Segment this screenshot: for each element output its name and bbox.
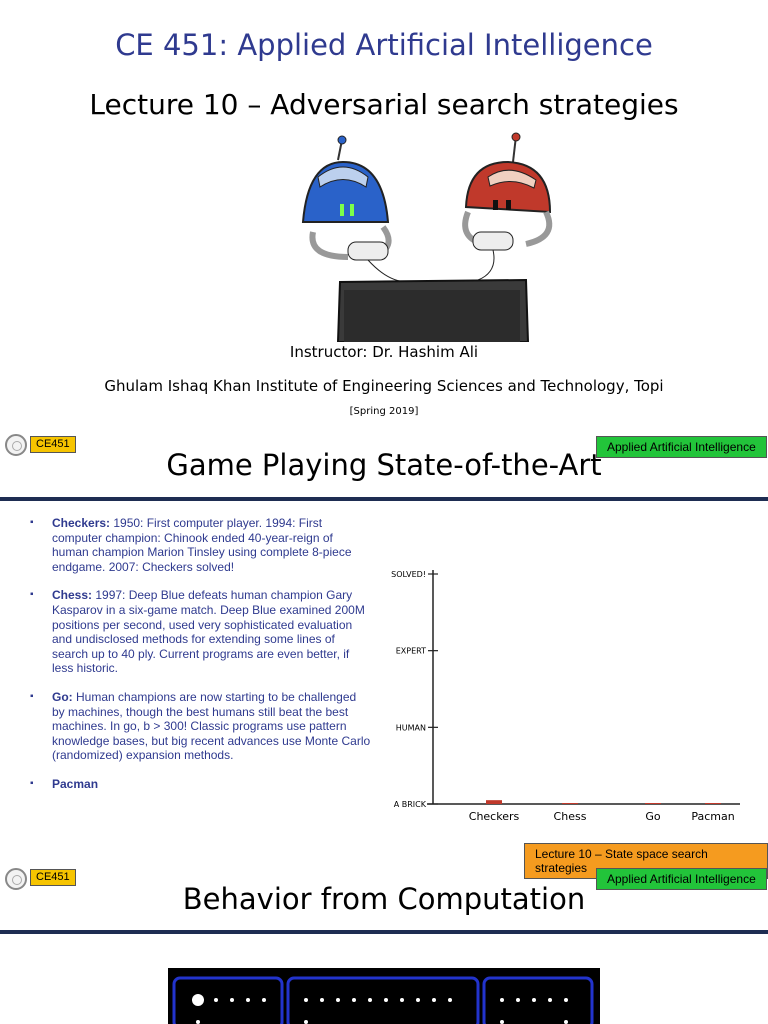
slide-title: Game Playing State-of-the-Art bbox=[166, 448, 602, 482]
lecture-badge: Lecture 10 – State space search strategies bbox=[524, 843, 768, 879]
television-icon bbox=[338, 280, 528, 342]
bullet-checkers: ▪ Checkers: 1950: First computer player. 1994: First computer champion: Chinook ended 40-year-reign of human champion Marion Tinsley using complete 8-piece endgame. 2007: Checkers solved! bbox=[30, 516, 372, 574]
red-robot-icon bbox=[465, 133, 550, 250]
bar bbox=[705, 803, 721, 804]
bar bbox=[562, 803, 578, 804]
bullet-go: ▪ Go: Human champions are now starting to be challenged by machines, though the best humans still beat the best machines. In go, b > 300! Classic programs use pattern knowledge bases, but big recent advances use Monte Carlo (randomized) expansion methods. bbox=[30, 690, 372, 763]
bullet-list bbox=[30, 516, 372, 806]
robots-playing-game-illustration bbox=[288, 132, 568, 342]
bullet-chess: ▪ Chess: 1997: Deep Blue defeats human champion Gary Kasparov in a six-game match. Deep Blue examined 200M positions per second, used very sophisticated evaluation and undisclosed methods for extending some lines of search up to 40 ply. Current programs are even better, if less historic. bbox=[30, 588, 372, 676]
x-tick-label: Go bbox=[645, 810, 661, 823]
instructor-line: Instructor: Dr. Hashim Ali bbox=[289, 343, 479, 361]
course-title: CE 451: Applied Artificial Intelligence bbox=[115, 28, 653, 62]
y-tick-label: SOLVED! bbox=[391, 570, 426, 579]
x-tick-label: Checkers bbox=[468, 810, 520, 823]
bullet-pacman: ▪ Pacman bbox=[30, 777, 372, 792]
header-divider bbox=[0, 930, 768, 934]
bar bbox=[645, 803, 661, 804]
y-tick-label: HUMAN bbox=[395, 723, 426, 733]
y-tick-label: EXPERT bbox=[395, 646, 426, 656]
pacman-maze-illustration bbox=[168, 968, 600, 1024]
slide-title: Behavior from Computation bbox=[182, 882, 586, 916]
y-tick-label: A BRICK bbox=[393, 800, 426, 809]
lecture-title: Lecture 10 – Adversarial search strategies bbox=[89, 88, 679, 121]
course-code-badge: CE451 bbox=[30, 436, 76, 453]
game-ai-level-chart bbox=[380, 560, 760, 830]
x-tick-label: Chess bbox=[553, 810, 587, 823]
institute-line: Ghulam Ishaq Khan Institute of Engineering Sciences and Technology, Topi bbox=[104, 377, 664, 395]
semester-label: [Spring 2019] bbox=[349, 406, 419, 417]
header-divider bbox=[0, 497, 768, 501]
course-name-badge: Applied Artificial Intelligence bbox=[596, 436, 767, 458]
blue-robot-icon bbox=[303, 136, 389, 260]
course-name-badge: Applied Artificial Intelligence bbox=[596, 868, 767, 890]
course-code-badge: CE451 bbox=[30, 869, 76, 886]
x-tick-label: Pacman bbox=[691, 810, 735, 823]
bar bbox=[486, 800, 502, 804]
